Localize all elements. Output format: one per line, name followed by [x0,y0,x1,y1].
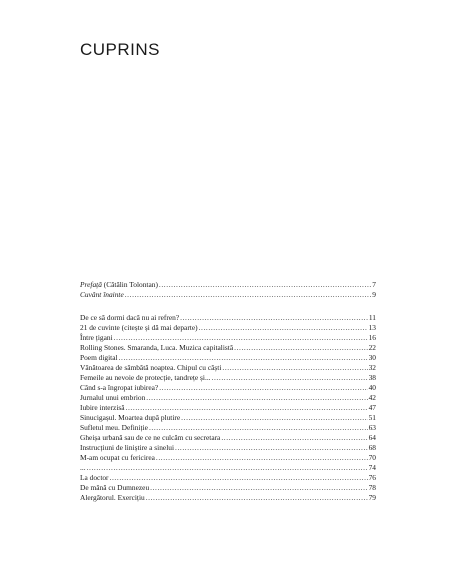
toc-leader-dots [114,333,368,343]
toc-entry-title: 21 de cuvinte (citește și dă mai departe) [80,323,198,332]
toc-entry [80,443,376,453]
toc-entry-title: Vânătoarea de sâmbătă noaptea. Chipul cu căști [80,363,222,372]
toc-entry [80,313,376,323]
toc-entry-page: 79 [368,493,376,502]
toc-entry-page: 22 [368,343,376,352]
toc-entry-page: 70 [368,453,376,462]
toc-entry-page: 40 [368,383,376,392]
toc-entry-title [80,280,158,290]
toc-leader-dots [110,473,368,483]
toc-entry-title-italic: Cuvânt înainte [80,290,124,299]
toc-entry-page: 42 [368,393,376,402]
toc-leader-dots [175,443,368,453]
toc-entry-title: Gheișa urbană sau de ce ne culcăm cu secretara [80,433,221,442]
page-title: CUPRINS [80,40,161,59]
toc-entry [80,403,376,413]
toc-leader-dots [119,353,368,363]
toc-entry [80,483,376,493]
toc-leader-dots [222,363,367,373]
toc-entry-page: 76 [368,473,376,482]
toc-entry-page: 78 [368,483,376,492]
toc-entry-title: De ce să dormi dacă nu ai refren? [80,313,180,322]
toc-entry [80,353,376,363]
toc-entry-title: Între țigani [80,333,113,342]
toc-entry-page: 9 [372,290,376,299]
toc-entry-page: 13 [368,323,376,332]
toc-entry [80,453,376,463]
toc-entry [80,323,376,333]
toc-entry-title: Sufletul meu. Definiție [80,423,148,432]
toc-entry [80,383,376,393]
toc-entry-page: 63 [368,423,376,432]
toc-entry-title: La doctor [80,473,109,482]
toc-leader-dots [180,313,368,323]
toc-leader-dots [221,433,367,443]
toc-entry [80,393,376,403]
toc-entry [80,333,376,343]
toc-leader-dots [146,393,367,403]
toc-leader-dots [146,493,368,503]
toc-leader-dots [234,343,367,353]
toc-leader-dots [126,403,368,413]
toc-leader-dots [199,323,368,333]
toc-entry-title: M-am ocupat cu fericirea [80,453,155,462]
toc-entry [80,280,376,290]
toc-entry-title: ... [80,463,86,472]
toc-entry-title: Sinucigașul. Moartea după plutire [80,413,181,422]
toc-entry-title: Poem digital [80,353,118,362]
toc-entry-title [80,290,124,300]
toc-entry [80,463,376,473]
toc-entry [80,290,376,300]
toc-preface-list [80,280,376,300]
toc-main-list [80,313,376,503]
toc-entry-page: 64 [368,433,376,442]
toc-entry-title: Rolling Stones. Smaranda, Luca. Muzica capitalistă [80,343,234,352]
toc-entry-page: 47 [368,403,376,412]
toc-entry-title: Alergătorul. Exercițiu [80,493,145,502]
toc-entry [80,433,376,443]
toc-entry-page: 68 [368,443,376,452]
toc-leader-dots [149,423,368,433]
toc-entry [80,493,376,503]
toc-entry-page: 74 [368,463,376,472]
toc-leader-dots [156,453,368,463]
toc-entry [80,413,376,423]
toc-entry-page: 51 [368,413,376,422]
toc-entry-page: 30 [368,353,376,362]
toc-entry-page: 16 [368,333,376,342]
toc-entry-title-italic: Prefață [80,280,102,289]
toc-leader-dots [159,280,371,290]
toc-entry [80,363,376,373]
toc-entry-title: Instrucțiuni de liniștire a sinelui [80,443,175,452]
toc-entry-title-rest: (Cătălin Tolontan) [101,280,158,289]
toc-leader-dots [125,290,372,300]
toc-leader-dots [212,373,368,383]
toc-leader-dots [159,383,367,393]
toc-entry-title: Jurnalul unui embrion [80,393,146,402]
toc-entry-page: 38 [368,373,376,382]
toc-entry-page: 7 [372,280,376,289]
toc-entry-title: Femeile au nevoie de protecție, tandrețe și... [80,373,211,382]
toc-entry [80,373,376,383]
toc-leader-dots [150,483,367,493]
toc-leader-dots [181,413,367,423]
toc-entry [80,423,376,433]
toc-entry-title: Iubire interzisă [80,403,125,412]
toc-entry-title: Când s-a îngropat iubirea? [80,383,159,392]
toc-entry-page: 32 [368,363,376,372]
toc-entry [80,343,376,353]
toc-entry-page: 11 [368,313,376,322]
toc-leader-dots [87,463,368,473]
toc-entry-title: De mână cu Dumnezeu [80,483,150,492]
toc-entry [80,473,376,483]
